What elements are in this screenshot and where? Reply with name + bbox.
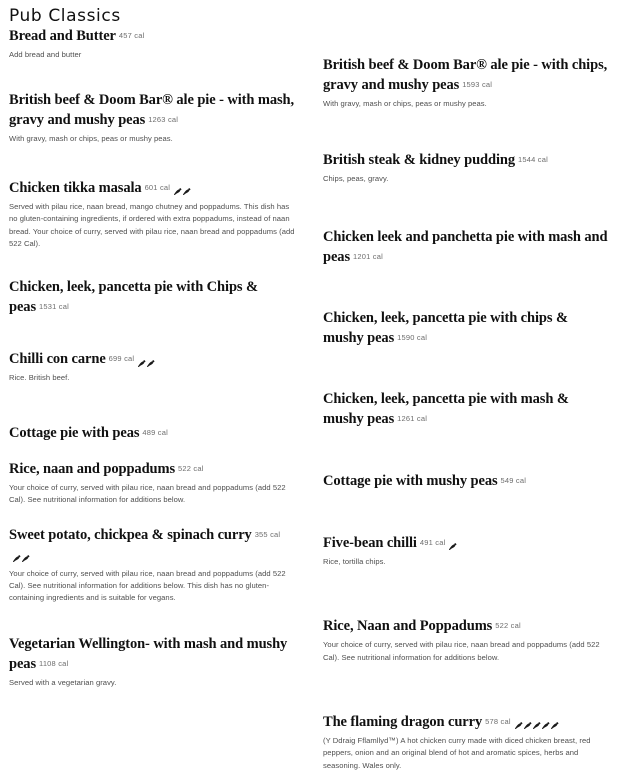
menu-item-calories: 1593 cal xyxy=(462,80,493,89)
menu-item[interactable] xyxy=(323,390,611,429)
menu-columns xyxy=(0,26,623,772)
chilli-icon xyxy=(514,717,523,726)
menu-item-heading xyxy=(323,471,611,491)
menu-item-name: Sweet potato, chickpea & spinach curry xyxy=(9,526,252,543)
menu-item-heading xyxy=(323,309,611,348)
menu-item-heading xyxy=(323,56,611,95)
menu-item-name: Vegetarian Wellington- with mash and mushy peas xyxy=(9,635,288,672)
menu-item-heading xyxy=(323,616,611,636)
menu-item[interactable] xyxy=(323,309,611,348)
menu-column-left xyxy=(0,26,311,689)
menu-item-name: Cottage pie with peas xyxy=(9,424,140,441)
menu-item[interactable] xyxy=(9,26,299,61)
menu-item-spacer xyxy=(323,664,611,712)
menu-item-name: Chicken, leek, pancetta pie with chips & mushy peas xyxy=(323,309,568,346)
menu-item-spacer xyxy=(9,443,299,459)
menu-item-description: (Y Ddraig Fflamllyd™) A hot chicken curry made with diced chicken breast, red peppers, onion and an original blend of hot and aromatic spices, herbs and seasoning. Wales only. xyxy=(323,736,591,770)
menu-item-heading xyxy=(9,278,299,317)
chilli-icon xyxy=(550,717,559,726)
menu-item-name: British beef & Doom Bar® ale pie - with chips, gravy and mushy peas xyxy=(323,57,608,93)
menu-item[interactable] xyxy=(9,349,299,384)
menu-item-description: Rice. British beef. xyxy=(9,373,70,383)
menu-item-description: Served with pilau rice, naan bread, mango chutney and poppadums. This dish has no gluten-containing ingredients, if ordered with extra poppadums, instead of naan bread. Your choice of curry, served with pilau rice, naan bread and poppadums (add 522 Cal). xyxy=(9,201,295,249)
menu-item-heading xyxy=(9,91,299,130)
menu-item[interactable] xyxy=(9,91,299,145)
menu-item-spacer xyxy=(9,250,299,278)
menu-item-description: With gravy, mash or chips, peas or mushy peas. xyxy=(323,99,487,108)
menu-item-description: Add bread and butter xyxy=(9,50,82,59)
menu-item-name: Rice, naan and poppadums xyxy=(9,460,176,477)
chilli-icon xyxy=(146,355,155,364)
menu-item-description: Served with a vegetarian gravy. xyxy=(9,677,117,687)
menu-item-heading xyxy=(323,150,611,170)
chilli-icon xyxy=(21,550,30,559)
menu-item-spacer xyxy=(323,429,611,471)
menu-item-calories: 457 cal xyxy=(118,31,145,40)
menu-item-heading xyxy=(9,178,299,198)
menu-item[interactable] xyxy=(323,228,611,267)
chilli-icon xyxy=(182,183,191,192)
menu-item-calories: 699 cal xyxy=(108,354,135,364)
chilli-icon xyxy=(448,538,457,547)
menu-item-spacer xyxy=(9,317,299,349)
menu-item-spacer xyxy=(323,110,611,150)
menu-item-name: Chicken tikka masala xyxy=(9,179,142,196)
menu-item[interactable] xyxy=(323,712,611,772)
menu-item-description: Your choice of curry, served with pilau rice, naan bread and poppadums (add 522 Cal). See nutritional information for additions below. This dish has no gluten-containing ingredients and is suitable for vegans. xyxy=(9,568,286,603)
menu-item[interactable] xyxy=(9,459,299,507)
menu-item-spacer xyxy=(9,385,299,423)
chilli-icon xyxy=(137,355,146,364)
menu-item-calories: 1544 cal xyxy=(518,155,548,165)
menu-item[interactable] xyxy=(323,56,611,110)
menu-item-spacer xyxy=(323,348,611,390)
menu-item-spacer xyxy=(9,605,299,635)
menu-item-calories: 1108 cal xyxy=(39,658,69,668)
chilli-icon xyxy=(532,717,541,726)
menu-item[interactable] xyxy=(323,471,611,491)
chilli-icon xyxy=(523,717,532,726)
menu-item-spacer xyxy=(323,267,611,309)
menu-item-name: The flaming dragon curry xyxy=(323,714,483,731)
menu-item[interactable] xyxy=(323,616,611,664)
menu-item-heading xyxy=(9,525,299,565)
menu-item-spacer xyxy=(323,568,611,616)
menu-item[interactable] xyxy=(9,423,299,443)
menu-column-right xyxy=(311,26,623,772)
menu-item-heading xyxy=(9,349,299,369)
menu-item-name: British beef & Doom Bar® ale pie - with mash, gravy and mushy peas xyxy=(9,92,295,129)
menu-item-name: Bread and Butter xyxy=(9,28,116,44)
menu-item-description: Chips, peas, gravy. xyxy=(323,174,389,184)
chilli-icon xyxy=(12,550,21,559)
menu-item[interactable] xyxy=(9,525,299,605)
menu-item-calories: 1261 cal xyxy=(397,413,428,423)
chilli-icon xyxy=(173,183,182,192)
menu-item[interactable] xyxy=(9,178,299,251)
menu-item-spacer xyxy=(9,507,299,525)
menu-item[interactable] xyxy=(323,150,611,185)
menu-item-calories: 578 cal xyxy=(485,717,511,727)
menu-item-description: Your choice of curry, served with pilau rice, naan bread and poppadums (add 522 Cal). See nutritional information for additions below. xyxy=(9,482,286,505)
menu-item-calories: 522 cal xyxy=(495,621,521,631)
menu-item-heading xyxy=(323,228,611,267)
menu-item-calories: 1263 cal xyxy=(148,115,179,125)
menu-item-heading xyxy=(9,423,299,443)
menu-item-name: Five-bean chilli xyxy=(323,534,417,551)
menu-item-calories: 1590 cal xyxy=(397,332,428,342)
menu-item-calories: 549 cal xyxy=(500,475,527,485)
menu-item[interactable] xyxy=(323,533,611,568)
menu-item-calories: 355 cal xyxy=(254,529,281,539)
menu-item-calories: 1201 cal xyxy=(353,251,383,261)
menu-item-calories: 522 cal xyxy=(178,463,204,473)
menu-item-calories: 489 cal xyxy=(142,427,168,437)
spice-level-indicator xyxy=(9,545,30,564)
spice-level-indicator xyxy=(134,349,155,368)
menu-item-heading xyxy=(9,26,299,46)
chilli-icon xyxy=(541,717,550,726)
menu-item-description: Rice, tortilla chips. xyxy=(323,556,386,566)
menu-item[interactable] xyxy=(9,278,299,317)
spice-level-indicator xyxy=(445,533,457,552)
menu-item-heading xyxy=(323,390,611,429)
menu-item-heading xyxy=(323,533,611,553)
menu-item-calories: 1531 cal xyxy=(39,302,69,312)
menu-item-spacer xyxy=(323,186,611,228)
spice-level-indicator xyxy=(170,178,191,197)
menu-item-calories: 491 cal xyxy=(419,537,446,547)
menu-item-name: Chicken, leek, pancetta pie with Chips & peas xyxy=(9,279,258,316)
menu-item-spacer xyxy=(323,491,611,533)
menu-item-calories: 601 cal xyxy=(144,182,171,192)
menu-item-heading xyxy=(323,712,611,732)
menu-item-name: Chilli con carne xyxy=(9,351,106,368)
menu-item-name: British steak & kidney pudding xyxy=(323,152,516,169)
menu-item-description: With gravy, mash or chips, peas or mushy peas. xyxy=(9,134,173,144)
menu-item-name: Chicken leek and panchetta pie with mash and peas xyxy=(323,228,608,265)
spice-level-indicator xyxy=(511,712,559,731)
menu-item-spacer xyxy=(9,146,299,178)
menu-item-name: Rice, Naan and Poppadums xyxy=(323,618,493,635)
menu-item-name: Cottage pie with mushy peas xyxy=(323,472,498,489)
menu-item[interactable] xyxy=(9,635,299,689)
menu-item-name: Chicken, leek, pancetta pie with mash & mushy peas xyxy=(323,390,569,427)
menu-item-spacer xyxy=(9,61,299,91)
menu-item-description: Your choice of curry, served with pilau rice, naan bread and poppadums (add 522 Cal). See nutritional information for additions below. xyxy=(323,640,600,662)
menu-item-heading xyxy=(9,635,299,674)
menu-item-spacer xyxy=(323,26,611,56)
menu-item-heading xyxy=(9,459,299,479)
page-title: Pub Classics xyxy=(9,6,121,26)
